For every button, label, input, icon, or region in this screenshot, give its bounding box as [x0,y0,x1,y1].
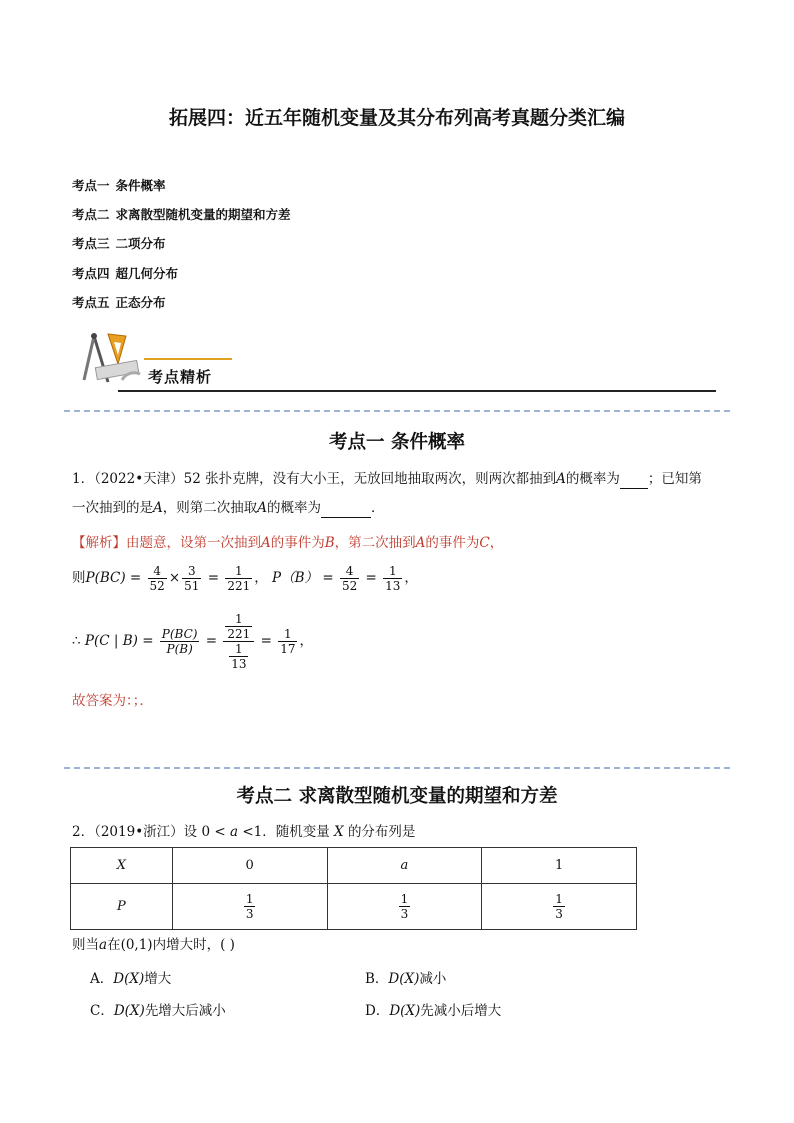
table-cell: a [327,848,482,884]
equals-sign: = [260,633,272,649]
interval: (0,1) [120,937,153,953]
toc-label: 条件概率 [115,178,166,193]
toc-key: 考点一 [72,178,110,193]
option-b[interactable] [365,967,446,987]
q1-text: 1．（2022•天津）52 张扑克牌，没有大小王，无放回地抽取两次，则两次都抽到 [72,471,557,487]
q1-text: 的概率为 [565,471,620,487]
option-letter: B． [365,971,389,987]
option-text: 增大 [144,971,172,987]
table-cell [482,884,637,930]
toc-item-2 [72,205,291,234]
fraction: $\frac{3}{51}$ [184,564,200,593]
option-letter: C． [90,1003,114,1019]
compound-fraction: $\frac{\frac{1}{221}}{\frac{1}{13}}$ [223,612,254,671]
equals-sign: = [142,633,154,649]
toc-list [72,176,291,322]
option-text: 先减小后增大 [420,1003,502,1019]
equals-sign: = [205,633,218,649]
option-d[interactable] [365,999,501,1019]
toc-item-3 [72,234,291,263]
formula-expr: P(C | B) [84,633,138,649]
q2-text: 在 [107,937,121,953]
formula-text: ， [299,633,313,649]
fraction: $\frac{P(BC)}{P(B)}$ [161,627,198,656]
question-1-line-1 [72,469,702,489]
answer-line: 故答案为：；． [72,693,153,709]
formula-text: 则 [72,570,86,586]
table-cell [172,884,327,930]
toc-key: 考点四 [72,265,110,281]
option-expr: D(X) [113,1003,145,1019]
table-cell [327,884,482,930]
toc-key: 考点二 [72,207,110,223]
var-a: A [556,471,566,487]
answer-blank [620,474,648,489]
fraction: $\frac{1}{13}$ [385,564,401,593]
option-expr: D(X) [388,971,420,987]
q2-text: 的分布列是 [347,824,416,840]
q1-text: 一次抽到的是 [72,500,153,516]
fraction: $\frac{1}{221}$ [227,564,251,593]
solution-text: ，第二次抽到 [334,535,416,551]
section-title-2: 考点二 求离散型随机变量的期望和方差 [236,786,558,807]
fraction: $\frac{1}{3}$ [400,892,409,921]
table-cell: 0 [172,848,327,884]
var-a: A [153,500,163,516]
times-sign: × [168,570,181,586]
option-letter: D． [365,1003,390,1019]
table-cell: P [71,884,173,930]
toc-item-5 [72,293,291,322]
var-b: B [324,535,335,551]
q1-text: ；已知第 [647,471,702,487]
question-2-condition [72,935,235,955]
equals-sign: = [322,570,334,586]
q2-text: 2．（2019•浙江）设 0 < [72,824,226,840]
toc-label: 二项分布 [115,236,166,252]
toc-label: 正态分布 [115,294,166,310]
therefore-sign: ∴ [72,633,81,649]
formula-expr: P（B） [272,570,319,586]
option-a[interactable] [90,967,171,987]
fraction: $\frac{1}{3}$ [555,892,563,921]
toc-item-1 [72,176,291,205]
solution-text: 由题意，设第一次抽到 [126,535,261,551]
q1-text: 的概率为 [267,500,321,516]
fraction: $\frac{4}{52}$ [341,564,358,593]
section-banner [78,330,718,396]
fraction: $\frac{1}{3}$ [245,892,254,921]
var-c: C [479,535,490,551]
solution-text: ， [489,535,504,551]
formula-pcb [72,606,313,678]
banner-underline [118,390,716,392]
table-row [71,848,637,884]
var-a: A [415,535,426,551]
equals-sign: = [365,570,377,586]
option-expr: D(X) [389,1003,421,1019]
toc-item-4 [72,264,291,293]
q2-text: <1．随机变量 [242,824,330,840]
q1-text: ，则第二次抽取 [162,500,258,516]
section-title-1: 考点一 条件概率 [329,432,465,453]
formula-expr: P(BC) [85,570,126,586]
var-a: A [261,535,271,551]
answer-blank [321,503,371,518]
formula-text: ， [254,570,268,586]
question-1-line-2 [72,498,385,518]
equals-sign: = [129,570,142,586]
option-letter: A． [90,971,114,987]
toc-key: 考点三 [72,236,110,252]
formula-text: ， [404,570,418,586]
equals-sign: = [207,570,220,586]
solution-tag: 【解析】 [72,535,126,551]
table-cell: X [71,848,173,884]
toc-key: 考点五 [72,294,110,310]
distribution-table [70,847,637,930]
solution-line [72,533,503,553]
banner-accent-line [144,358,232,360]
banner-label: 考点精析 [148,368,213,386]
option-text: 先增大后减小 [144,1003,226,1019]
q2-text: 则当 [72,937,99,953]
page-title: 拓展四：近五年随机变量及其分布列高考真题分类汇编 [168,107,625,129]
formula-pbc [72,563,418,593]
var-x: X [334,824,344,840]
toc-label: 超几何分布 [115,265,179,281]
solution-text: 的事件为 [270,535,325,551]
q1-text: ． [371,500,385,516]
var-alpha: a [229,824,239,840]
fraction: $\frac{1}{17}$ [280,627,296,656]
ruler-compass-icon [78,330,144,390]
q2-text: 内增大时，( ) [152,937,235,953]
option-c[interactable] [90,999,226,1019]
var-alpha: a [99,937,108,953]
fraction: $\frac{4}{52}$ [149,564,165,593]
solution-text: 的事件为 [425,535,480,551]
section-divider [64,410,730,412]
toc-label: 求离散型随机变量的期望和方差 [115,207,291,223]
table-row [71,884,637,930]
option-expr: D(X) [113,971,145,987]
section-divider [64,767,730,769]
var-a: A [257,500,267,516]
table-cell: 1 [482,848,637,884]
question-2-stem [72,822,415,842]
option-text: 减小 [419,971,447,987]
